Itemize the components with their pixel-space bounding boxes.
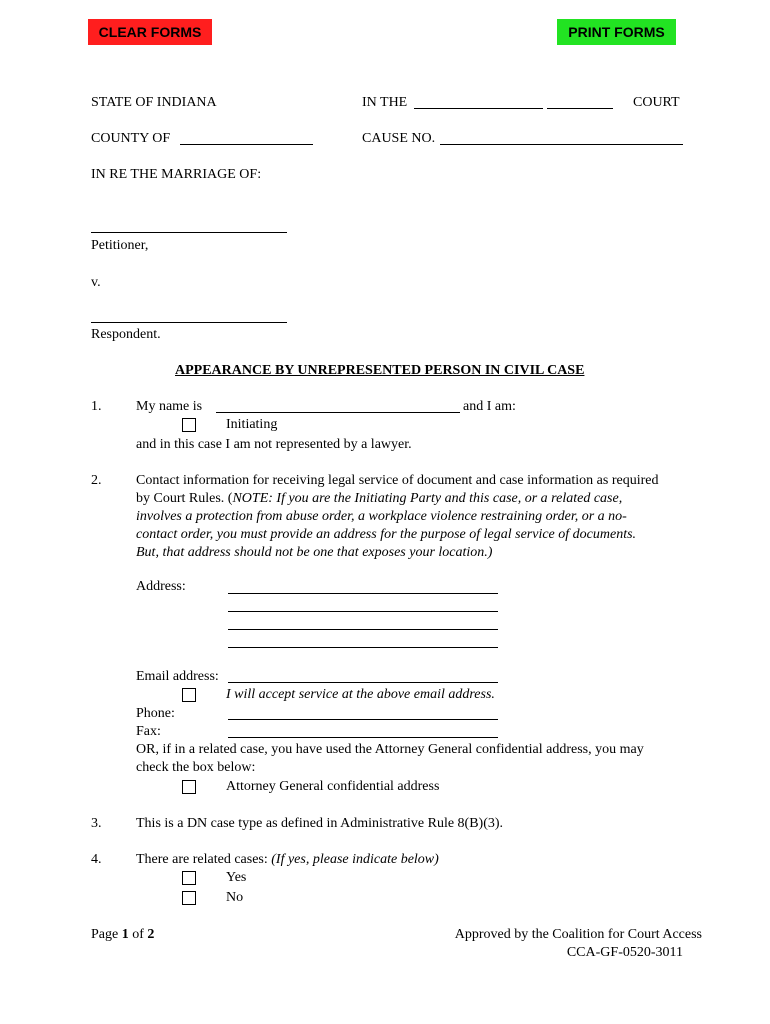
page-current: 1: [121, 927, 129, 942]
county-field[interactable]: [180, 144, 313, 145]
address-label: Address:: [136, 579, 186, 594]
item-3-number: 3.: [91, 816, 102, 831]
item-4-text-italic: (If yes, please indicate below): [271, 852, 439, 867]
item-1-text-a: My name is: [136, 399, 203, 414]
respondent-field[interactable]: [91, 322, 287, 323]
item-2-line-4: contact order, you must provide an address for the purpose of legal service of documents.: [136, 527, 637, 542]
page-title: APPEARANCE BY UNREPRESENTED PERSON IN CIVIL CASE: [175, 363, 585, 378]
or-line-1: OR, if in a related case, you have used the Attorney General confidential address, you may: [136, 742, 644, 757]
approved-text: Approved by the Coalition for Court Access: [454, 927, 702, 942]
or-line-2: check the box below:: [136, 760, 256, 775]
related-yes-label: Yes: [226, 870, 247, 885]
petitioner-label: Petitioner,: [91, 238, 149, 253]
form-code: CCA-GF-0520-3011: [566, 945, 683, 960]
court-name-field-2[interactable]: [547, 108, 613, 109]
item-3-text: This is a DN case type as defined in Administrative Rule 8(B)(3).: [136, 816, 504, 831]
state-label: STATE OF INDIANA: [91, 95, 217, 110]
court-label: COURT: [633, 95, 680, 110]
county-label: COUNTY OF: [91, 131, 171, 146]
item-2-line-2: [136, 490, 622, 508]
email-accept-checkbox[interactable]: [182, 688, 196, 702]
item-1-text-c: and in this case I am not represented by a lawyer.: [136, 437, 412, 452]
in-re-label: IN RE THE MARRIAGE OF:: [91, 167, 262, 182]
petitioner-field[interactable]: [91, 232, 287, 233]
email-accept-label: I will accept service at the above email address.: [226, 687, 495, 702]
item-4-number: 4.: [91, 852, 102, 867]
fax-field[interactable]: [228, 737, 498, 738]
item-2-line-2-note: NOTE: If you are the Initiating Party and this case, or a related case,: [232, 491, 623, 506]
court-name-field[interactable]: [414, 108, 543, 109]
ag-address-checkbox[interactable]: [182, 780, 196, 794]
related-yes-checkbox[interactable]: [182, 871, 196, 885]
address-line-3[interactable]: [228, 629, 498, 630]
phone-label: Phone:: [136, 706, 175, 721]
phone-field[interactable]: [228, 719, 498, 720]
page-number: [91, 926, 154, 944]
email-field[interactable]: [228, 682, 498, 683]
item-1-text-b: and I am:: [463, 399, 516, 414]
clear-forms-button[interactable]: CLEAR FORMS: [88, 19, 212, 45]
related-no-label: No: [226, 890, 244, 905]
item-4-text-plain: There are related cases:: [136, 852, 272, 867]
cause-no-field[interactable]: [440, 144, 683, 145]
item-1-number: 1.: [91, 399, 102, 414]
page-of-word: of: [132, 927, 144, 942]
name-field[interactable]: [216, 412, 460, 413]
item-2-number: 2.: [91, 473, 102, 488]
versus-label: v.: [91, 275, 101, 290]
address-line-4[interactable]: [228, 647, 498, 648]
cause-no-label: CAUSE NO.: [362, 131, 436, 146]
item-2-line-1: Contact information for receiving legal service of document and case information as required: [136, 473, 659, 488]
page-word: Page: [91, 927, 119, 942]
item-2-line-5: But, that address should not be one that exposes your location.): [136, 545, 493, 560]
ag-address-label: Attorney General confidential address: [226, 779, 440, 794]
address-line-2[interactable]: [228, 611, 498, 612]
in-the-label: IN THE: [362, 95, 408, 110]
item-4-text: [136, 851, 439, 869]
address-line-1[interactable]: [228, 593, 498, 594]
item-2-line-3: involves a protection from abuse order, a workplace violence restraining order, or a no-: [136, 509, 627, 524]
initiating-checkbox[interactable]: [182, 418, 196, 432]
email-label: Email address:: [136, 669, 219, 684]
respondent-label: Respondent.: [91, 327, 161, 342]
initiating-label: Initiating: [226, 417, 278, 432]
page-total: 2: [147, 927, 155, 942]
item-2-line-2-plain: by Court Rules. (: [136, 491, 233, 506]
fax-label: Fax:: [136, 724, 161, 739]
print-forms-button[interactable]: PRINT FORMS: [557, 19, 676, 45]
related-no-checkbox[interactable]: [182, 891, 196, 905]
